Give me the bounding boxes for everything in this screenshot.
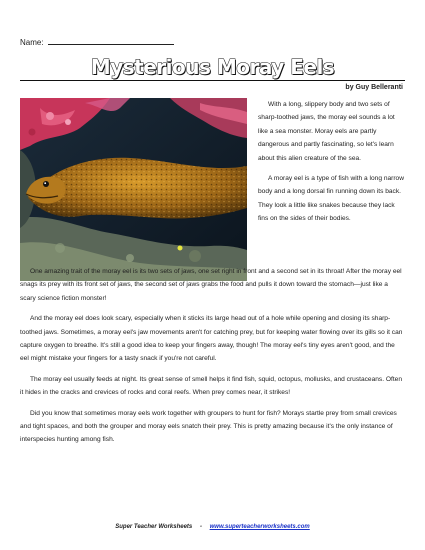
paragraph: And the moray eel does look scary, especially when it sticks its large head out of a hole while opening and closing its sharp-toothed jaws. Sometimes, a moray eel's jaw movements aren't for catching prey, but for keeping water flowing over its gills so it can capture oxygen to breathe. It's still a good idea to keep your fingers away, though! The moray eel's tiny eyes aren't good, and the eel might mistake your fingers for a tasty snack if you're not careful. — [20, 315, 403, 363]
name-write-line[interactable] — [48, 36, 174, 45]
footer-separator: - — [199, 524, 202, 530]
page-title: Mysterious Moray Eels — [90, 55, 335, 79]
footer-link[interactable]: www.superteacherworksheets.com — [209, 524, 310, 530]
title-rule — [20, 80, 405, 81]
name-label: Name: — [20, 38, 44, 47]
paragraph: One amazing trait of the moray eel is its two sets of jaws, one set right in front and a second set in its throat! After the moray eel snags its prey with its front set of jaws, the second set of jaws grabs the food and pulls it down toward the stomach—just like a scary science fiction monster! — [20, 268, 402, 302]
article-body — [20, 265, 405, 454]
paragraph: With a long, slippery body and two sets of sharp-toothed jaws, the moray eel sounds a lot like a sea monster. Moray eels are partly dangerous and partly fascinating, so let's learn about this alien creature of the sea. — [258, 101, 395, 162]
byline: by Guy Belleranti — [345, 84, 403, 91]
footer — [0, 524, 425, 530]
paragraph: Did you know that sometimes moray eels work together with groupers to hunt for fish? Morays startle prey from small crevices and tight spaces, and both the grouper and moray eels snatch their prey. This is pretty amazing because it's the only instance of interspecies hunting among fish. — [20, 409, 397, 444]
paragraph: A moray eel is a type of fish with a long narrow body and a long dorsal fin running down its back. They look a little like snakes because they lack fins on the sides of their bodies. — [258, 175, 404, 223]
footer-brand: Super Teacher Worksheets — [115, 524, 193, 530]
intro-column — [258, 98, 405, 233]
paragraph: The moray eel usually feeds at night. Its great sense of smell helps it find fish, squid, octopus, mollusks, and crustaceans. Often it hides in the cracks and crevices of rocks and coral reefs. When prey comes near, it strikes! — [20, 375, 403, 397]
moray-eel-photo — [20, 98, 247, 281]
name-row — [20, 36, 174, 47]
